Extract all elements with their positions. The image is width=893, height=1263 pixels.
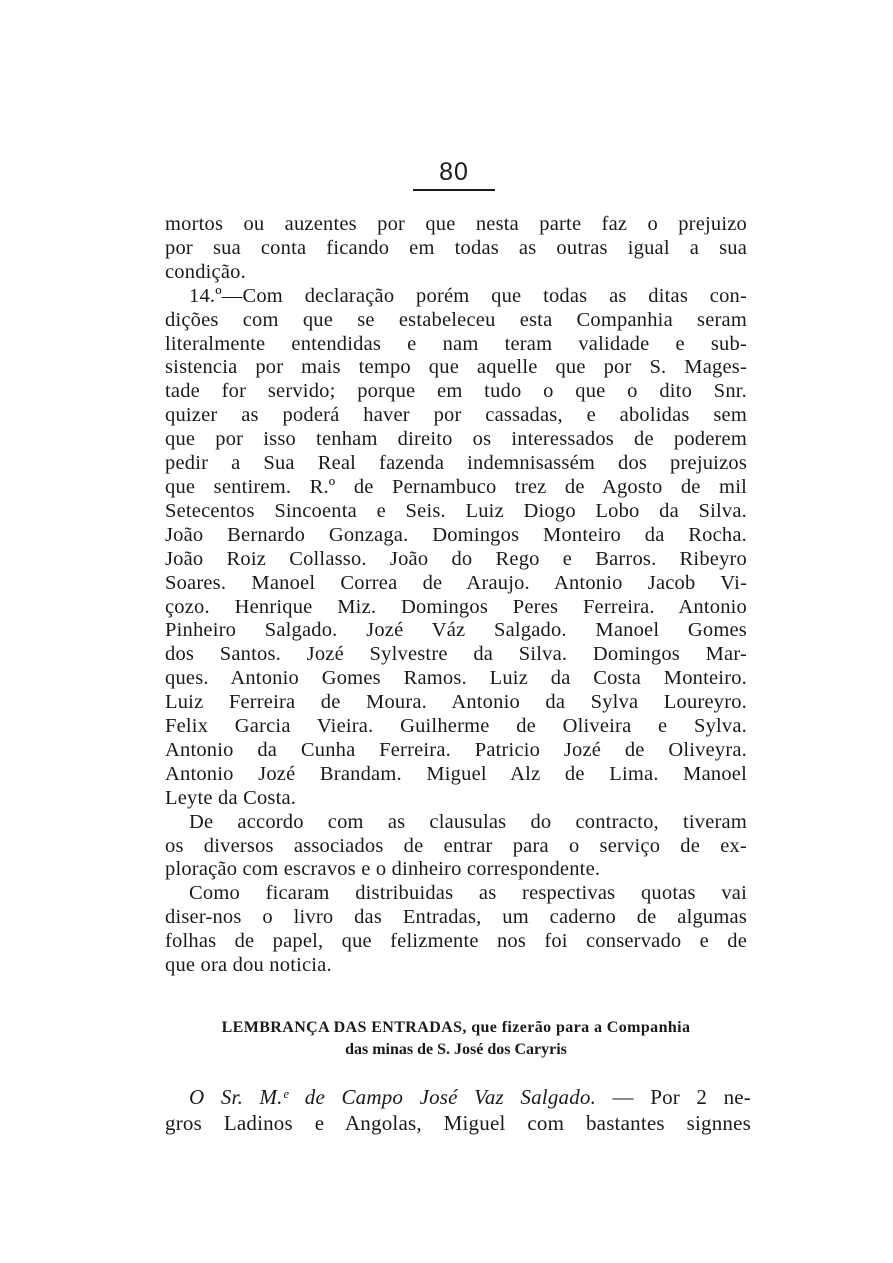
text-line: dos Santos. Jozé Sylvestre da Silva. Domingos Mar- [165, 643, 747, 666]
text-line: 14.º—Com declaração porém que todas as ditas con- [189, 284, 747, 307]
text-line: pedir a Sua Real fazenda indemnisassém dos prejuizos [165, 452, 747, 475]
entry-text: — Por 2 ne- [596, 1085, 751, 1109]
entry-line-1 [165, 1084, 751, 1136]
text-line: tade for servido; porque em tudo o que o dito Snr. [165, 380, 747, 403]
text-line: que por isso tenham direito os interessados de poderem [165, 428, 747, 451]
paragraph-2-end [165, 787, 747, 811]
text-line: ques. Antonio Gomes Ramos. Luiz da Costa Monteiro. [165, 667, 747, 690]
text-line: Luiz Ferreira de Moura. Antonio da Sylva Loureyro. [165, 691, 747, 714]
paragraph-1 [165, 213, 747, 261]
text-line: João Roiz Collasso. João do Rego e Barros. Ribeyro [165, 547, 747, 570]
paragraph-4 [165, 882, 747, 954]
body-text [165, 213, 747, 978]
text-line: Soares. Manoel Correa de Araujo. Antonio Jacob Vi- [165, 571, 747, 594]
section-title [165, 1017, 747, 1061]
text-line: que sentirem. R.º de Pernambuco trez de Agosto de mil [165, 475, 747, 498]
text-line: Pinheiro Salgado. Jozé Váz Salgado. Manoel Gomes [165, 619, 747, 642]
paragraph-2 [165, 285, 747, 787]
paragraph-3-end [165, 858, 747, 882]
entry-text-line-2: gros Ladinos e Angolas, Miguel com bastantes signnes [165, 1111, 751, 1135]
text-line: Leyte da Costa. [165, 786, 297, 809]
text-line: literalmente entendidas e nam teram validade e sub- [165, 332, 747, 355]
text-line: Setecentos Sincoenta e Seis. Luiz Diogo Lobo da Silva. [165, 499, 747, 522]
entry-record [165, 1084, 751, 1136]
text-line: diser-nos o livro das Entradas, um caderno de algumas [165, 906, 747, 929]
text-line: Antonio da Cunha Ferreira. Patricio Jozé de Oliveyra. [165, 738, 747, 761]
text-line: Felix Garcia Vieira. Guilherme de Oliveira e Sylva. [165, 715, 747, 738]
text-line: condição. [165, 260, 246, 283]
text-line: Como ficaram distribuidas as respectivas quotas vai [189, 882, 747, 905]
text-line: ploração com escravos e o dinheiro correspondente. [165, 858, 601, 881]
section-title-line-1: LEMBRANÇA DAS ENTRADAS, que fizerão para a Companhia [221, 1019, 691, 1036]
section-title-line-2: das minas de S. José dos Caryris [345, 1041, 567, 1058]
text-line: João Bernardo Gonzaga. Domingos Monteiro da Rocha. [165, 523, 747, 546]
text-line: De accordo com as clausulas do contracto, tiveram [189, 810, 747, 833]
paragraph-1-end [165, 261, 747, 285]
text-line: Antonio Jozé Brandam. Miguel Alz de Lima. Manoel [165, 762, 747, 785]
paragraph-3 [165, 811, 747, 859]
text-line: quizer as poderá haver por cassadas, e abolidas sem [165, 404, 747, 427]
text-line: sistencia por mais tempo que aquelle que por S. Mages- [165, 356, 747, 379]
text-line: os diversos associados de entrar para o serviço de ex- [165, 834, 747, 857]
text-line: por sua conta ficando em todas as outras igual a sua [165, 236, 747, 259]
text-line: çozo. Henrique Miz. Domingos Peres Ferreira. Antonio [165, 595, 747, 618]
text-line: dições com que se estabeleceu esta Companhia seram [165, 308, 747, 331]
text-line: mortos ou auzentes por que nesta parte faz o prejuizo [165, 213, 747, 235]
page-number: 80 [413, 158, 495, 191]
text-line: folhas de papel, que felizmente nos foi conservado e de [165, 930, 747, 953]
entry-name: O Sr. M.ᵉ de Campo José Vaz Salgado. [189, 1085, 597, 1109]
text-line: que ora dou noticia. [165, 954, 332, 977]
paragraph-4-end [165, 954, 747, 978]
